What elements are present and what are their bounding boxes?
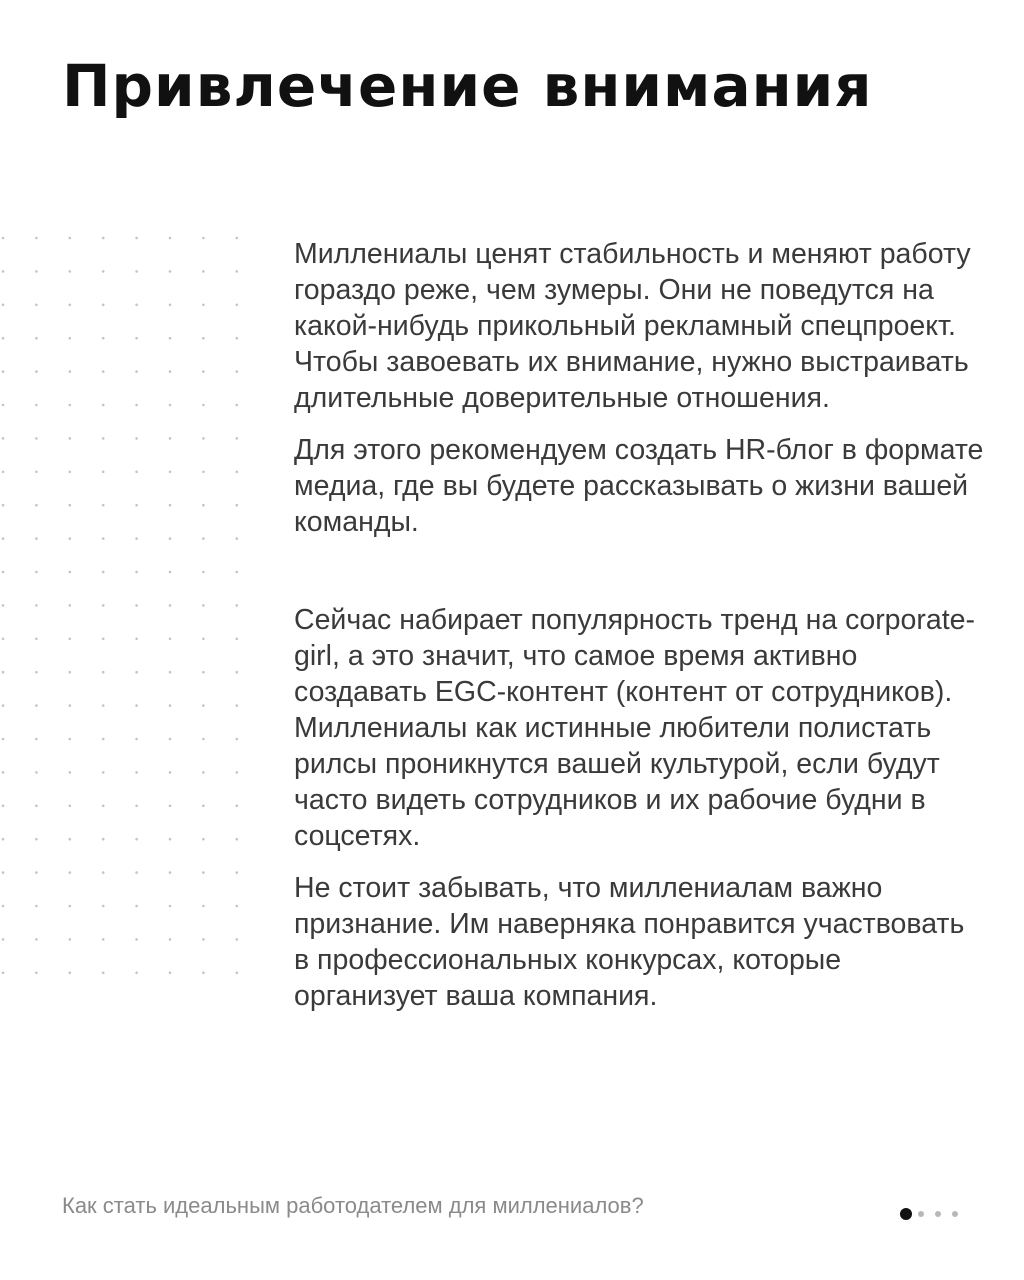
- grid-dot: [35, 671, 38, 674]
- grid-dot: [35, 771, 38, 774]
- grid-dot: [135, 304, 138, 307]
- grid-dot: [236, 571, 239, 574]
- grid-dot: [35, 938, 38, 941]
- grid-dot: [69, 972, 72, 975]
- grid-dot: [236, 537, 239, 540]
- grid-dot: [169, 370, 172, 373]
- grid-dot: [102, 704, 105, 707]
- grid-dot: [102, 871, 105, 874]
- grid-dot: [2, 337, 5, 340]
- grid-dot: [2, 871, 5, 874]
- grid-dot: [69, 404, 72, 407]
- grid-dot: [202, 671, 205, 674]
- grid-dot: [236, 972, 239, 975]
- grid-dot: [202, 871, 205, 874]
- grid-dot: [35, 304, 38, 307]
- grid-dot: [35, 905, 38, 908]
- grid-dot: [135, 938, 138, 941]
- grid-dot: [135, 671, 138, 674]
- grid-dot: [69, 805, 72, 808]
- grid-dot: [2, 504, 5, 507]
- grid-dot: [35, 437, 38, 440]
- grid-dot: [169, 671, 172, 674]
- grid-dot: [202, 905, 205, 908]
- grid-dot: [102, 437, 105, 440]
- grid-dot: [102, 938, 105, 941]
- grid-dot: [202, 304, 205, 307]
- grid-dot: [236, 337, 239, 340]
- grid-dot: [202, 738, 205, 741]
- grid-dot: [169, 437, 172, 440]
- grid-dot: [102, 671, 105, 674]
- grid-dot: [202, 938, 205, 941]
- grid-dot: [169, 337, 172, 340]
- grid-dot: [236, 905, 239, 908]
- grid-dot: [2, 370, 5, 373]
- grid-dot: [169, 304, 172, 307]
- article-body: [294, 236, 984, 1014]
- grid-dot: [2, 838, 5, 841]
- paragraph-egc-content: Сейчас набирает популярность тренд на corporate-girl, а это значит, что самое время активно создавать EGC-контент (контент от сотрудников). Миллениалы как истинные любители полистать рилсы проникнутся вашей культурой, если будут часто видеть сотрудников и их рабочие будни в соцсетях.: [294, 604, 975, 852]
- grid-dot: [35, 504, 38, 507]
- grid-dot: [69, 604, 72, 607]
- grid-dot: [35, 805, 38, 808]
- grid-dot: [135, 404, 138, 407]
- grid-dot: [202, 972, 205, 975]
- grid-dot: [2, 237, 5, 240]
- grid-dot: [169, 237, 172, 240]
- grid-dot: [69, 771, 72, 774]
- grid-dot: [169, 638, 172, 641]
- grid-dot: [202, 237, 205, 240]
- grid-dot: [202, 838, 205, 841]
- grid-dot: [2, 537, 5, 540]
- grid-dot: [69, 537, 72, 540]
- grid-dot: [102, 270, 105, 273]
- grid-dot: [236, 270, 239, 273]
- grid-dot: [2, 972, 5, 975]
- grid-dot: [135, 504, 138, 507]
- grid-dot: [69, 638, 72, 641]
- grid-dot: [202, 805, 205, 808]
- grid-dot: [2, 671, 5, 674]
- grid-dot: [135, 738, 138, 741]
- grid-dot: [169, 838, 172, 841]
- grid-dot: [202, 604, 205, 607]
- grid-dot: [69, 704, 72, 707]
- grid-dot: [135, 805, 138, 808]
- grid-dot: [236, 738, 239, 741]
- grid-dot: [102, 504, 105, 507]
- grid-dot: [35, 972, 38, 975]
- grid-dot: [236, 437, 239, 440]
- grid-dot: [135, 905, 138, 908]
- grid-dot: [69, 571, 72, 574]
- grid-dot: [202, 571, 205, 574]
- grid-dot: [69, 437, 72, 440]
- grid-dot: [2, 571, 5, 574]
- grid-dot: [236, 805, 239, 808]
- grid-dot: [135, 537, 138, 540]
- grid-dot: [102, 972, 105, 975]
- grid-dot: [102, 337, 105, 340]
- grid-dot: [236, 471, 239, 474]
- grid-dot: [202, 504, 205, 507]
- grid-dot: [135, 838, 138, 841]
- grid-dot: [2, 738, 5, 741]
- grid-dot: [236, 304, 239, 307]
- grid-dot: [236, 671, 239, 674]
- grid-dot: [69, 337, 72, 340]
- grid-dot: [169, 771, 172, 774]
- grid-dot: [169, 805, 172, 808]
- grid-dot: [102, 370, 105, 373]
- grid-dot: [69, 237, 72, 240]
- grid-dot: [169, 905, 172, 908]
- grid-dot: [135, 771, 138, 774]
- grid-dot: [2, 304, 5, 307]
- grid-dot: [69, 671, 72, 674]
- grid-dot: [202, 337, 205, 340]
- grid-dot: [2, 604, 5, 607]
- grid-dot: [169, 738, 172, 741]
- pagination-dot[interactable]: [952, 1211, 958, 1217]
- grid-dot: [169, 704, 172, 707]
- grid-dot: [35, 471, 38, 474]
- grid-dot: [236, 404, 239, 407]
- grid-dot: [35, 604, 38, 607]
- grid-dot: [35, 404, 38, 407]
- grid-dot: [102, 237, 105, 240]
- paragraph-hr-blog: Для этого рекомендуем создать HR-блог в формате медиа, где вы будете рассказывать о жизни вашей команды.: [294, 434, 984, 538]
- grid-dot: [2, 638, 5, 641]
- grid-dot: [2, 437, 5, 440]
- grid-dot: [169, 270, 172, 273]
- grid-dot: [35, 237, 38, 240]
- grid-dot: [2, 771, 5, 774]
- grid-dot: [202, 704, 205, 707]
- grid-dot: [69, 838, 72, 841]
- grid-dot: [35, 337, 38, 340]
- grid-dot: [35, 738, 38, 741]
- grid-dot: [135, 370, 138, 373]
- page-title: Привлечение внимания: [62, 52, 873, 120]
- pagination-dot[interactable]: [918, 1211, 924, 1217]
- grid-dot: [102, 604, 105, 607]
- grid-dot: [169, 938, 172, 941]
- grid-dot: [102, 738, 105, 741]
- grid-dot: [102, 805, 105, 808]
- grid-dot: [2, 404, 5, 407]
- footer-series-title: Как стать идеальным работодателем для миллениалов?: [62, 1193, 644, 1218]
- grid-dot: [236, 237, 239, 240]
- grid-dot: [69, 905, 72, 908]
- grid-dot: [35, 638, 38, 641]
- grid-dot: [35, 838, 38, 841]
- grid-dot: [135, 604, 138, 607]
- grid-dot: [69, 871, 72, 874]
- grid-dot: [35, 871, 38, 874]
- grid-dot: [2, 938, 5, 941]
- grid-dot: [102, 471, 105, 474]
- grid-dot: [69, 471, 72, 474]
- grid-dot: [102, 838, 105, 841]
- grid-dot: [102, 905, 105, 908]
- paragraph-recognition: Не стоит забывать, что миллениалам важно признание. Им наверняка понравится участвовать в профессиональных конкурсах, которые организует ваша компания.: [294, 872, 965, 1012]
- grid-dot: [35, 270, 38, 273]
- decorative-dot-grid: [0, 230, 250, 1040]
- grid-dot: [102, 304, 105, 307]
- grid-dot: [35, 704, 38, 707]
- grid-dot: [236, 938, 239, 941]
- grid-dot: [202, 771, 205, 774]
- grid-dot: [69, 938, 72, 941]
- grid-dot: [135, 270, 138, 273]
- grid-dot: [236, 504, 239, 507]
- grid-dot: [35, 571, 38, 574]
- grid-dot: [2, 805, 5, 808]
- grid-dot: [69, 738, 72, 741]
- grid-dot: [102, 404, 105, 407]
- grid-dot: [2, 905, 5, 908]
- pagination-dot[interactable]: [935, 1211, 941, 1217]
- grid-dot: [236, 871, 239, 874]
- grid-dot: [202, 370, 205, 373]
- grid-dot: [202, 437, 205, 440]
- paragraph-stability: Миллениалы ценят стабильность и меняют работу гораздо реже, чем зумеры. Они не поведутся на какой-нибудь прикольный рекламный спецпроект. Чтобы завоевать их внимание, нужно выстраивать длительные доверительные отношения.: [294, 238, 971, 414]
- grid-dot: [202, 537, 205, 540]
- grid-dot: [169, 604, 172, 607]
- grid-dot: [69, 370, 72, 373]
- grid-dot: [2, 270, 5, 273]
- grid-dot: [135, 972, 138, 975]
- grid-dot: [202, 638, 205, 641]
- grid-dot: [169, 537, 172, 540]
- grid-dot: [135, 871, 138, 874]
- grid-dot: [236, 704, 239, 707]
- grid-dot: [102, 571, 105, 574]
- grid-dot: [2, 704, 5, 707]
- grid-dot: [135, 704, 138, 707]
- grid-dot: [169, 404, 172, 407]
- grid-dot: [69, 304, 72, 307]
- grid-dot: [169, 571, 172, 574]
- grid-dot: [102, 771, 105, 774]
- pagination-dot-active[interactable]: [900, 1208, 912, 1220]
- grid-dot: [236, 838, 239, 841]
- grid-dot: [202, 270, 205, 273]
- grid-dot: [236, 771, 239, 774]
- grid-dot: [69, 270, 72, 273]
- grid-dot: [169, 471, 172, 474]
- grid-dot: [202, 404, 205, 407]
- grid-dot: [135, 437, 138, 440]
- grid-dot: [169, 972, 172, 975]
- grid-dot: [102, 638, 105, 641]
- grid-dot: [135, 471, 138, 474]
- grid-dot: [35, 370, 38, 373]
- grid-dot: [35, 537, 38, 540]
- grid-dot: [202, 471, 205, 474]
- grid-dot: [69, 504, 72, 507]
- carousel-pagination[interactable]: [898, 1206, 978, 1222]
- grid-dot: [169, 871, 172, 874]
- grid-dot: [236, 638, 239, 641]
- grid-dot: [236, 370, 239, 373]
- grid-dot: [135, 638, 138, 641]
- grid-dot: [236, 604, 239, 607]
- grid-dot: [2, 471, 5, 474]
- grid-dot: [135, 337, 138, 340]
- grid-dot: [135, 571, 138, 574]
- grid-dot: [102, 537, 105, 540]
- grid-dot: [169, 504, 172, 507]
- grid-dot: [135, 237, 138, 240]
